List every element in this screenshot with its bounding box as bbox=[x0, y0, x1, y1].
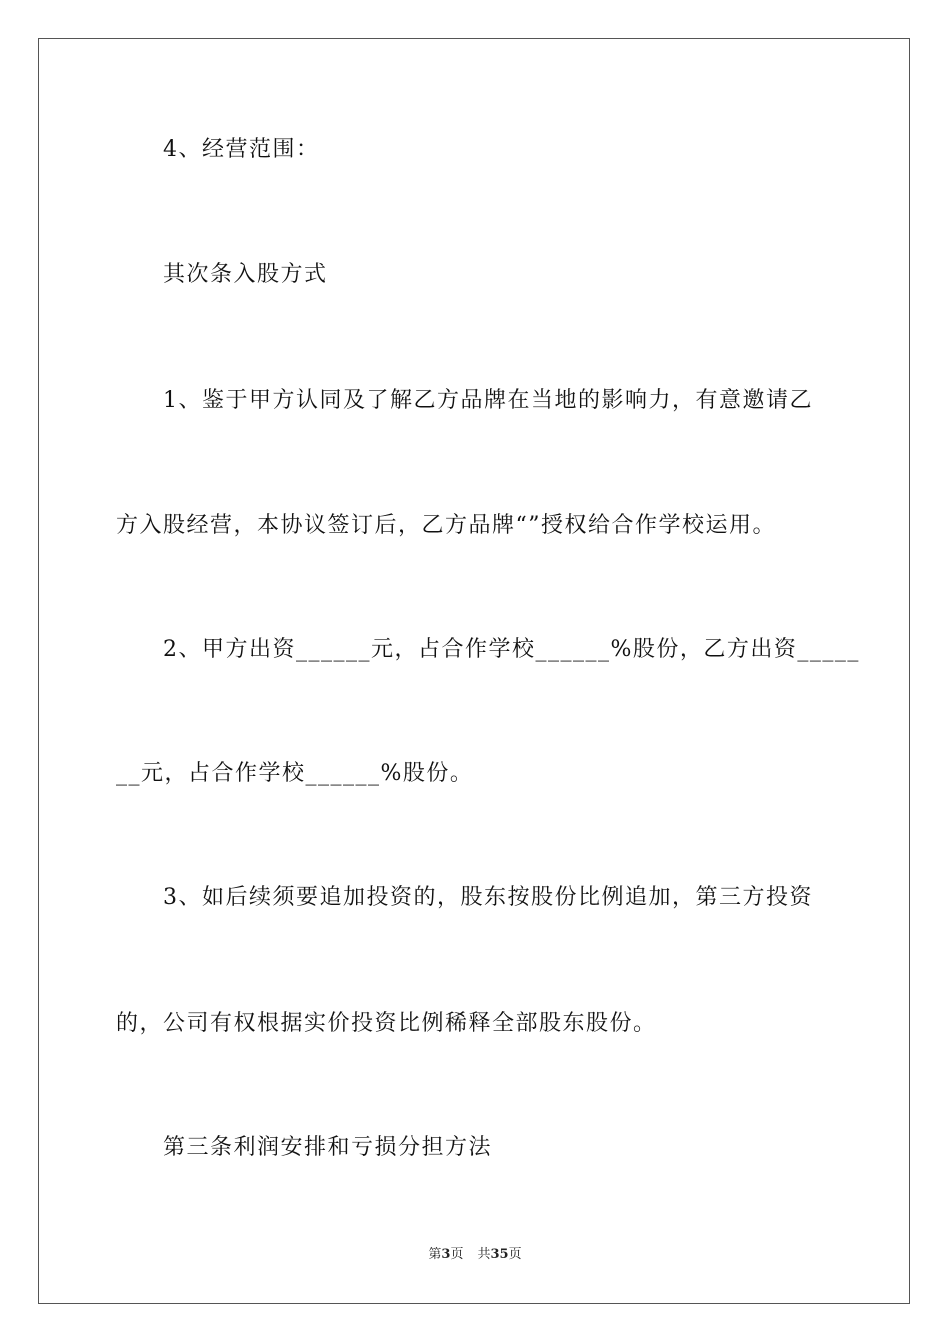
article-heading-profit-loss: 第三条利润安排和亏损分担方法 bbox=[163, 1135, 493, 1160]
footer-page-prefix: 第 bbox=[428, 1247, 442, 1262]
footer-page-number: 3 bbox=[441, 1247, 451, 1262]
footer-page-suffix: 页 bbox=[450, 1247, 464, 1262]
section-item-business-scope: 4、经营范围： bbox=[163, 137, 320, 162]
page-border bbox=[38, 38, 910, 1304]
paragraph-line: 2、甲方出资______元，占合作学校______%股份，乙方出资_____ bbox=[163, 637, 860, 662]
paragraph-line: 1、鉴于甲方认同及了解乙方品牌在当地的影响力，有意邀请乙 bbox=[163, 388, 813, 413]
page-footer bbox=[0, 1247, 950, 1263]
footer-total-pages: 35 bbox=[490, 1247, 509, 1262]
paragraph-line: 的，公司有权根据实价投资比例稀释全部股东股份。 bbox=[116, 1011, 657, 1036]
footer-total-prefix: 共 bbox=[477, 1247, 491, 1262]
footer-total-suffix: 页 bbox=[508, 1247, 522, 1262]
article-heading-investment-method: 其次条入股方式 bbox=[163, 262, 328, 287]
paragraph-line: 方入股经营，本协议签订后，乙方品牌“”授权给合作学校运用。 bbox=[116, 513, 776, 538]
paragraph-line: __元，占合作学校______%股份。 bbox=[116, 761, 474, 786]
paragraph-line: 3、如后续须要追加投资的，股东按股份比例追加，第三方投资 bbox=[163, 885, 813, 910]
